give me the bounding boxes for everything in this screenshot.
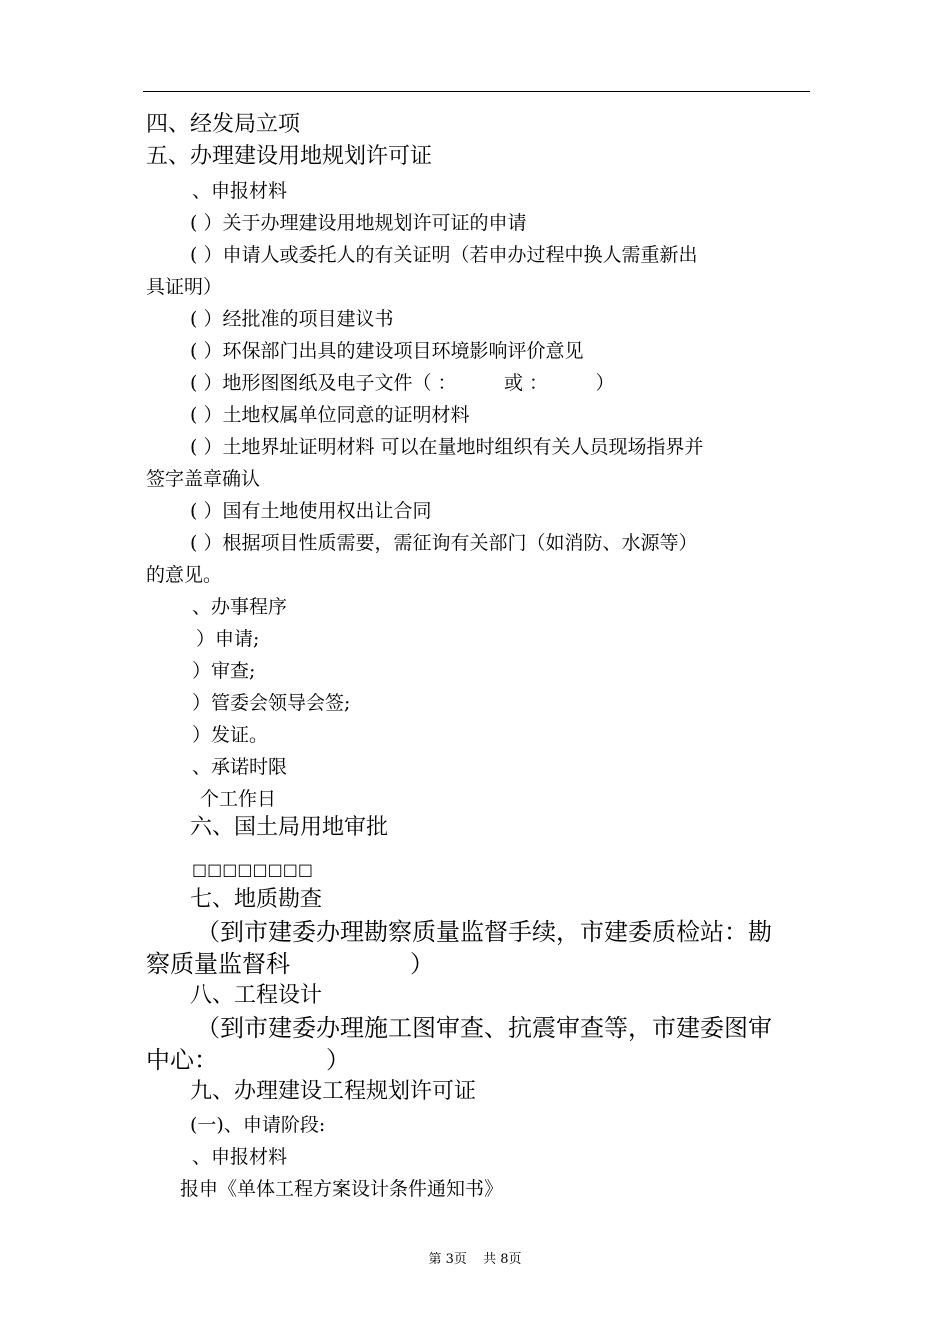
list-item: ( ）地形图图纸及电子文件（ ： 或 ： ） xyxy=(190,372,615,394)
heading-4: 四、经发局立项 xyxy=(146,112,301,137)
garbled-text: □□□□□□□□ xyxy=(192,860,313,879)
list-item: ( ）关于办理建设用地规划许可证的申请 xyxy=(190,212,527,234)
list-item: ( ）申请人或委托人的有关证明（若申办过程中换人需重新出 xyxy=(190,244,698,266)
paragraph-survey: （到市建委办理勘察质量监督手续，市建委质检站：勘 xyxy=(196,918,772,946)
heading-9: 九、办理建设工程规划许可证 xyxy=(190,1079,477,1104)
time-limit-value: 个工作日 xyxy=(200,788,277,810)
header-rule xyxy=(143,91,810,92)
page-footer xyxy=(0,1248,950,1267)
list-item: ( ）国有土地使用权出让合同 xyxy=(190,500,432,522)
list-item-continuation: 具证明） xyxy=(146,276,223,298)
procedure-step: ）管委会领导会签; xyxy=(192,692,351,714)
heading-5: 五、办理建设用地规划许可证 xyxy=(146,144,433,169)
list-item: ( ）土地权属单位同意的证明材料 xyxy=(190,404,470,426)
procedure-step: ）审查; xyxy=(192,660,256,682)
procedure-step: ）发证。 xyxy=(192,724,269,746)
subheading-time-limit: 、承诺时限 xyxy=(192,756,288,778)
list-item: ( ）环保部门出具的建设项目环境影响评价意见 xyxy=(190,340,584,362)
heading-8: 八、工程设计 xyxy=(190,983,323,1008)
subheading-materials: 、申报材料 xyxy=(192,180,288,202)
page-number: 第 3页 xyxy=(428,1252,467,1267)
list-item: ( ）土地界址证明材料 可以在量地时组织有关人员现场指界并 xyxy=(190,436,704,458)
paragraph-survey-continuation: 察质量监督科 ） xyxy=(146,950,434,978)
heading-6: 六、国土局用地审批 xyxy=(190,815,389,840)
page-total: 共 8页 xyxy=(483,1252,522,1267)
list-item-continuation: 的意见。 xyxy=(146,564,223,586)
subheading-procedure: 、办事程序 xyxy=(192,596,288,618)
list-item: ( ）根据项目性质需要，需征询有关部门（如消防、水源等） xyxy=(190,532,698,554)
paragraph-design: （到市建委办理施工图审查、抗震审查等，市建委图审 xyxy=(196,1014,772,1042)
procedure-step: ）申请; xyxy=(196,628,260,650)
paragraph-design-continuation: 中心： ） xyxy=(146,1046,350,1074)
list-item: ( ）经批准的项目建议书 xyxy=(190,308,394,330)
subheading-materials-2: 、申报材料 xyxy=(192,1146,288,1168)
heading-7: 七、地质勘查 xyxy=(190,887,323,912)
subheading-application: (一)、申请阶段: xyxy=(190,1114,326,1136)
list-item-continuation: 签字盖章确认 xyxy=(146,468,261,490)
materials-item: 报申《单体工程方案设计条件通知书》 xyxy=(180,1178,504,1200)
